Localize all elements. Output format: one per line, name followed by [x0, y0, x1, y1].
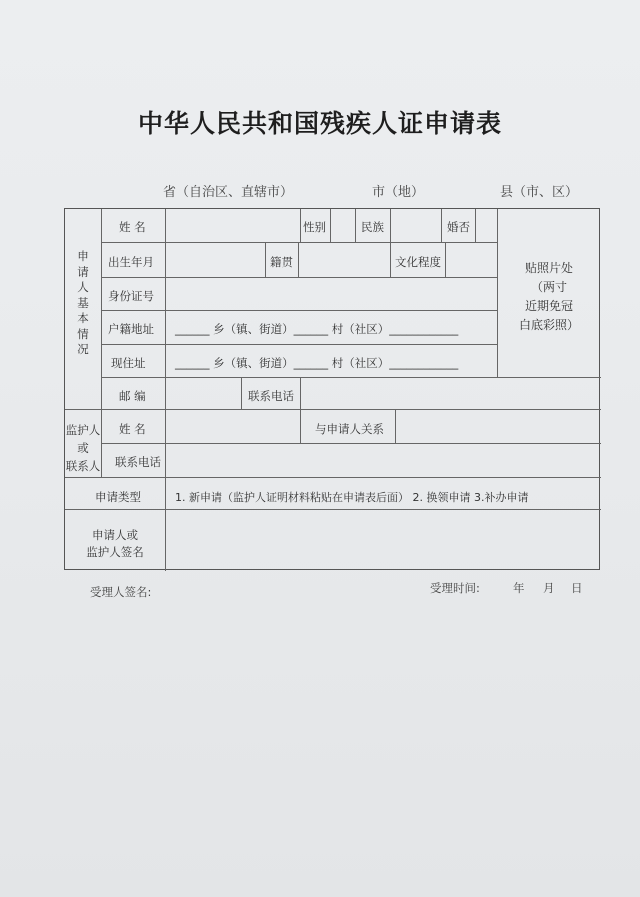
gender-field[interactable]	[331, 210, 355, 242]
guardian-phone-label: 联系电话	[115, 455, 161, 469]
county-label: 县（市、区）	[500, 185, 579, 200]
guardian-phone-field[interactable]	[166, 444, 601, 477]
name-field[interactable]	[166, 210, 300, 242]
application-type-label: 申请类型	[95, 490, 141, 504]
id-number-field[interactable]	[166, 278, 497, 310]
education-label: 文化程度	[395, 255, 441, 269]
marital-field[interactable]	[476, 210, 497, 242]
form-title: 中华人民共和国残疾人证申请表	[137, 109, 502, 138]
day-label: 日	[571, 581, 583, 595]
relation-field[interactable]	[396, 410, 601, 443]
applicant-phone-label: 联系电话	[248, 389, 294, 403]
signature-label: 申请人或 监护人签名	[86, 528, 144, 559]
household-address-field[interactable]: ______ 乡（镇、街道）______ 村（社区）____________	[175, 322, 459, 336]
guardian-name-label: 姓 名	[119, 422, 146, 436]
education-field[interactable]	[446, 243, 497, 277]
year-label: 年	[513, 581, 525, 595]
current-address-field[interactable]: ______ 乡（镇、街道）______ 村（社区）____________	[175, 356, 459, 370]
applicant-phone-field[interactable]	[301, 378, 601, 409]
province-label: 省（自治区、直辖市）	[163, 185, 294, 200]
ethnicity-field[interactable]	[391, 210, 441, 242]
native-place-label: 籍贯	[270, 255, 293, 269]
current-address-label: 现住址	[111, 356, 146, 370]
relation-label: 与申请人关系	[315, 422, 384, 436]
household-address-label: 户籍地址	[108, 322, 154, 336]
photo-placeholder: 贴照片处 （两寸 近期免冠 白底彩照）	[518, 261, 579, 332]
postcode-field[interactable]	[166, 378, 241, 409]
gender-label: 性别	[303, 220, 326, 234]
guardian-name-field[interactable]	[166, 410, 300, 443]
application-form-table	[64, 208, 600, 570]
postcode-label: 邮 编	[119, 389, 146, 403]
birth-label: 出生年月	[108, 255, 154, 269]
guardian-section-label: 监护人 或 联系人	[65, 423, 101, 473]
applicant-section-label: 申 请 人 基 本 情 况	[77, 249, 89, 356]
city-label: 市（地）	[372, 185, 425, 200]
native-place-field[interactable]	[299, 243, 390, 277]
birth-field[interactable]	[166, 243, 265, 277]
signature-field[interactable]	[166, 510, 601, 571]
receiver-signature-label: 受理人签名:	[90, 585, 152, 599]
name-label: 姓 名	[119, 220, 146, 234]
ethnicity-label: 民族	[361, 220, 384, 234]
marital-label: 婚否	[447, 220, 470, 234]
acceptance-time-label: 受理时间:	[430, 581, 480, 595]
id-number-label: 身份证号	[108, 289, 154, 303]
application-type-options[interactable]: 1. 新申请（监护人证明材料粘贴在申请表后面） 2. 换领申请 3.补办申请	[175, 491, 529, 504]
month-label: 月	[543, 581, 555, 595]
